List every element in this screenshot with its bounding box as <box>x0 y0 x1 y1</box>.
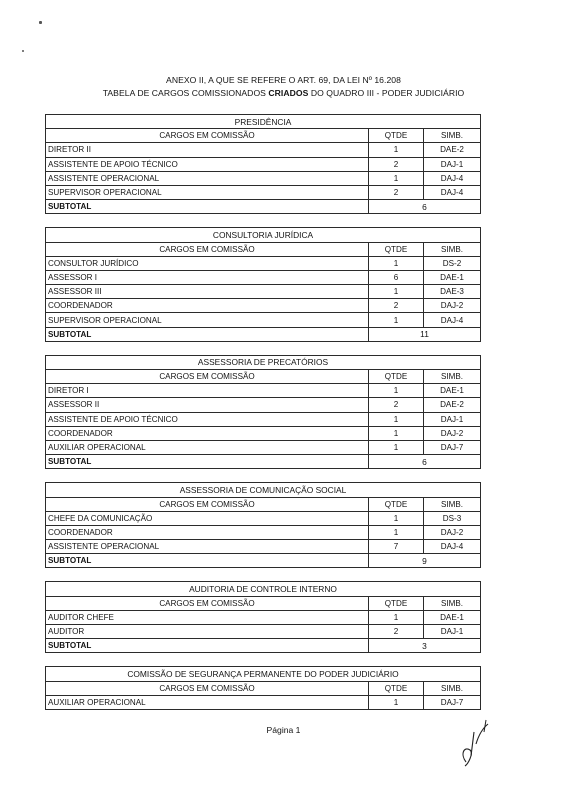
qtde-cell: 1 <box>369 384 424 398</box>
simb-cell: DAE-3 <box>424 285 481 299</box>
cargo-cell: AUDITOR CHEFE <box>46 610 369 624</box>
column-header-qtde: QTDE <box>369 681 424 695</box>
qtde-cell: 1 <box>369 525 424 539</box>
simb-cell: DAJ-4 <box>424 171 481 185</box>
subtotal-label: SUBTOTAL <box>46 327 369 341</box>
column-header-qtde: QTDE <box>369 497 424 511</box>
table-row <box>46 171 481 185</box>
qtde-cell: 1 <box>369 412 424 426</box>
table-row <box>46 412 481 426</box>
simb-cell: DAJ-1 <box>424 625 481 639</box>
table-row <box>46 157 481 171</box>
qtde-cell: 1 <box>369 610 424 624</box>
subtotal-label: SUBTOTAL <box>46 639 369 653</box>
simb-cell: DAJ-4 <box>424 313 481 327</box>
simb-cell: DS-3 <box>424 511 481 525</box>
qtde-cell: 2 <box>369 299 424 313</box>
table-row <box>46 440 481 454</box>
column-header-simb: SIMB. <box>424 596 481 610</box>
section-title: CONSULTORIA JURÍDICA <box>46 228 481 242</box>
table-row <box>46 511 481 525</box>
table-row <box>46 313 481 327</box>
column-header-qtde: QTDE <box>369 129 424 143</box>
simb-cell: DS-2 <box>424 256 481 270</box>
qtde-cell: 2 <box>369 157 424 171</box>
simb-cell: DAJ-7 <box>424 695 481 709</box>
column-header-simb: SIMB. <box>424 497 481 511</box>
cargo-cell: ASSISTENTE OPERACIONAL <box>46 171 369 185</box>
page-number: Página 1 <box>266 725 301 735</box>
table-row <box>46 525 481 539</box>
subtotal-value: 9 <box>369 554 481 568</box>
simb-cell: DAJ-1 <box>424 157 481 171</box>
qtde-cell: 6 <box>369 270 424 284</box>
tables-container <box>45 114 480 723</box>
qtde-cell: 1 <box>369 426 424 440</box>
cargo-cell: ASSESSOR III <box>46 285 369 299</box>
simb-cell: DAJ-4 <box>424 185 481 199</box>
column-header-qtde: QTDE <box>369 370 424 384</box>
column-header-cargo: CARGOS EM COMISSÃO <box>46 681 369 695</box>
simb-cell: DAE-2 <box>424 398 481 412</box>
qtde-cell: 1 <box>369 440 424 454</box>
column-header-cargo: CARGOS EM COMISSÃO <box>46 497 369 511</box>
cargo-cell: DIRETOR I <box>46 384 369 398</box>
column-header-cargo: CARGOS EM COMISSÃO <box>46 370 369 384</box>
qtde-cell: 1 <box>369 285 424 299</box>
cargo-cell: ASSISTENTE DE APOIO TÉCNICO <box>46 412 369 426</box>
table-row <box>46 540 481 554</box>
table-row <box>46 299 481 313</box>
simb-cell: DAE-2 <box>424 143 481 157</box>
qtde-cell: 1 <box>369 143 424 157</box>
simb-cell: DAE-1 <box>424 270 481 284</box>
section-title: ASSESSORIA DE PRECATÓRIOS <box>46 355 481 369</box>
subtotal-value: 3 <box>369 639 481 653</box>
simb-cell: DAJ-1 <box>424 412 481 426</box>
cargo-cell: SUPERVISOR OPERACIONAL <box>46 313 369 327</box>
table-title: TABELA DE CARGOS COMISSIONADOS CRIADOS DO QUADRO III - PODER JUDICIÁRIO <box>102 88 465 98</box>
cargo-cell: ASSISTENTE DE APOIO TÉCNICO <box>46 157 369 171</box>
column-header-qtde: QTDE <box>369 242 424 256</box>
qtde-cell: 1 <box>369 313 424 327</box>
simb-cell: DAE-1 <box>424 610 481 624</box>
cargo-cell: COORDENADOR <box>46 525 369 539</box>
table-row <box>46 695 481 709</box>
subtotal-label: SUBTOTAL <box>46 554 369 568</box>
cargo-cell: COORDENADOR <box>46 299 369 313</box>
qtde-cell: 1 <box>369 171 424 185</box>
section-title: PRESIDÊNCIA <box>46 115 481 129</box>
qtde-cell: 2 <box>369 185 424 199</box>
simb-cell: DAJ-2 <box>424 426 481 440</box>
table-row <box>46 426 481 440</box>
table-row <box>46 384 481 398</box>
section-table <box>45 355 481 470</box>
cargo-cell: ASSESSOR II <box>46 398 369 412</box>
cargo-cell: ASSESSOR I <box>46 270 369 284</box>
column-header-qtde: QTDE <box>369 596 424 610</box>
qtde-cell: 2 <box>369 625 424 639</box>
section-table <box>45 482 481 568</box>
cargo-cell: COORDENADOR <box>46 426 369 440</box>
table-row <box>46 143 481 157</box>
simb-cell: DAJ-2 <box>424 299 481 313</box>
cargo-cell: CONSULTOR JURÍDICO <box>46 256 369 270</box>
subtotal-row <box>46 639 481 653</box>
table-row <box>46 285 481 299</box>
scan-speck <box>22 50 24 52</box>
section-table <box>45 666 481 710</box>
subtotal-value: 11 <box>369 327 481 341</box>
qtde-cell: 1 <box>369 511 424 525</box>
qtde-cell: 1 <box>369 256 424 270</box>
annex-title: ANEXO II, A QUE SE REFERE O ART. 69, DA LEI Nº 16.208 <box>166 75 401 85</box>
simb-cell: DAJ-7 <box>424 440 481 454</box>
column-header-simb: SIMB. <box>424 370 481 384</box>
section-title: COMISSÃO DE SEGURANÇA PERMANENTE DO PODER JUDICIÁRIO <box>46 667 481 681</box>
column-header-cargo: CARGOS EM COMISSÃO <box>46 596 369 610</box>
qtde-cell: 2 <box>369 398 424 412</box>
cargo-cell: AUDITOR <box>46 625 369 639</box>
cargo-cell: DIRETOR II <box>46 143 369 157</box>
subtotal-value: 6 <box>369 200 481 214</box>
section-title: ASSESSORIA DE COMUNICAÇÃO SOCIAL <box>46 483 481 497</box>
column-header-simb: SIMB. <box>424 681 481 695</box>
subtotal-label: SUBTOTAL <box>46 200 369 214</box>
simb-cell: DAE-1 <box>424 384 481 398</box>
table-row <box>46 270 481 284</box>
simb-cell: DAJ-2 <box>424 525 481 539</box>
document-header <box>0 74 567 100</box>
cargo-cell: ASSISTENTE OPERACIONAL <box>46 540 369 554</box>
subtotal-row <box>46 200 481 214</box>
column-header-cargo: CARGOS EM COMISSÃO <box>46 242 369 256</box>
cargo-cell: SUPERVISOR OPERACIONAL <box>46 185 369 199</box>
table-row <box>46 256 481 270</box>
qtde-cell: 7 <box>369 540 424 554</box>
column-header-simb: SIMB. <box>424 129 481 143</box>
simb-cell: DAJ-4 <box>424 540 481 554</box>
section-title: AUDITORIA DE CONTROLE INTERNO <box>46 582 481 596</box>
qtde-cell: 1 <box>369 695 424 709</box>
subtotal-row <box>46 327 481 341</box>
subtotal-label: SUBTOTAL <box>46 455 369 469</box>
cargo-cell: AUXILIAR OPERACIONAL <box>46 440 369 454</box>
scan-speck <box>39 21 42 24</box>
column-header-cargo: CARGOS EM COMISSÃO <box>46 129 369 143</box>
section-table <box>45 227 481 342</box>
subtotal-row <box>46 554 481 568</box>
table-row <box>46 398 481 412</box>
section-table <box>45 114 481 214</box>
table-row <box>46 610 481 624</box>
cargo-cell: CHEFE DA COMUNICAÇÃO <box>46 511 369 525</box>
subtotal-row <box>46 455 481 469</box>
table-row <box>46 625 481 639</box>
subtotal-value: 6 <box>369 455 481 469</box>
cargo-cell: AUXILIAR OPERACIONAL <box>46 695 369 709</box>
section-table <box>45 581 481 653</box>
handwritten-signature <box>450 710 500 770</box>
column-header-simb: SIMB. <box>424 242 481 256</box>
table-row <box>46 185 481 199</box>
